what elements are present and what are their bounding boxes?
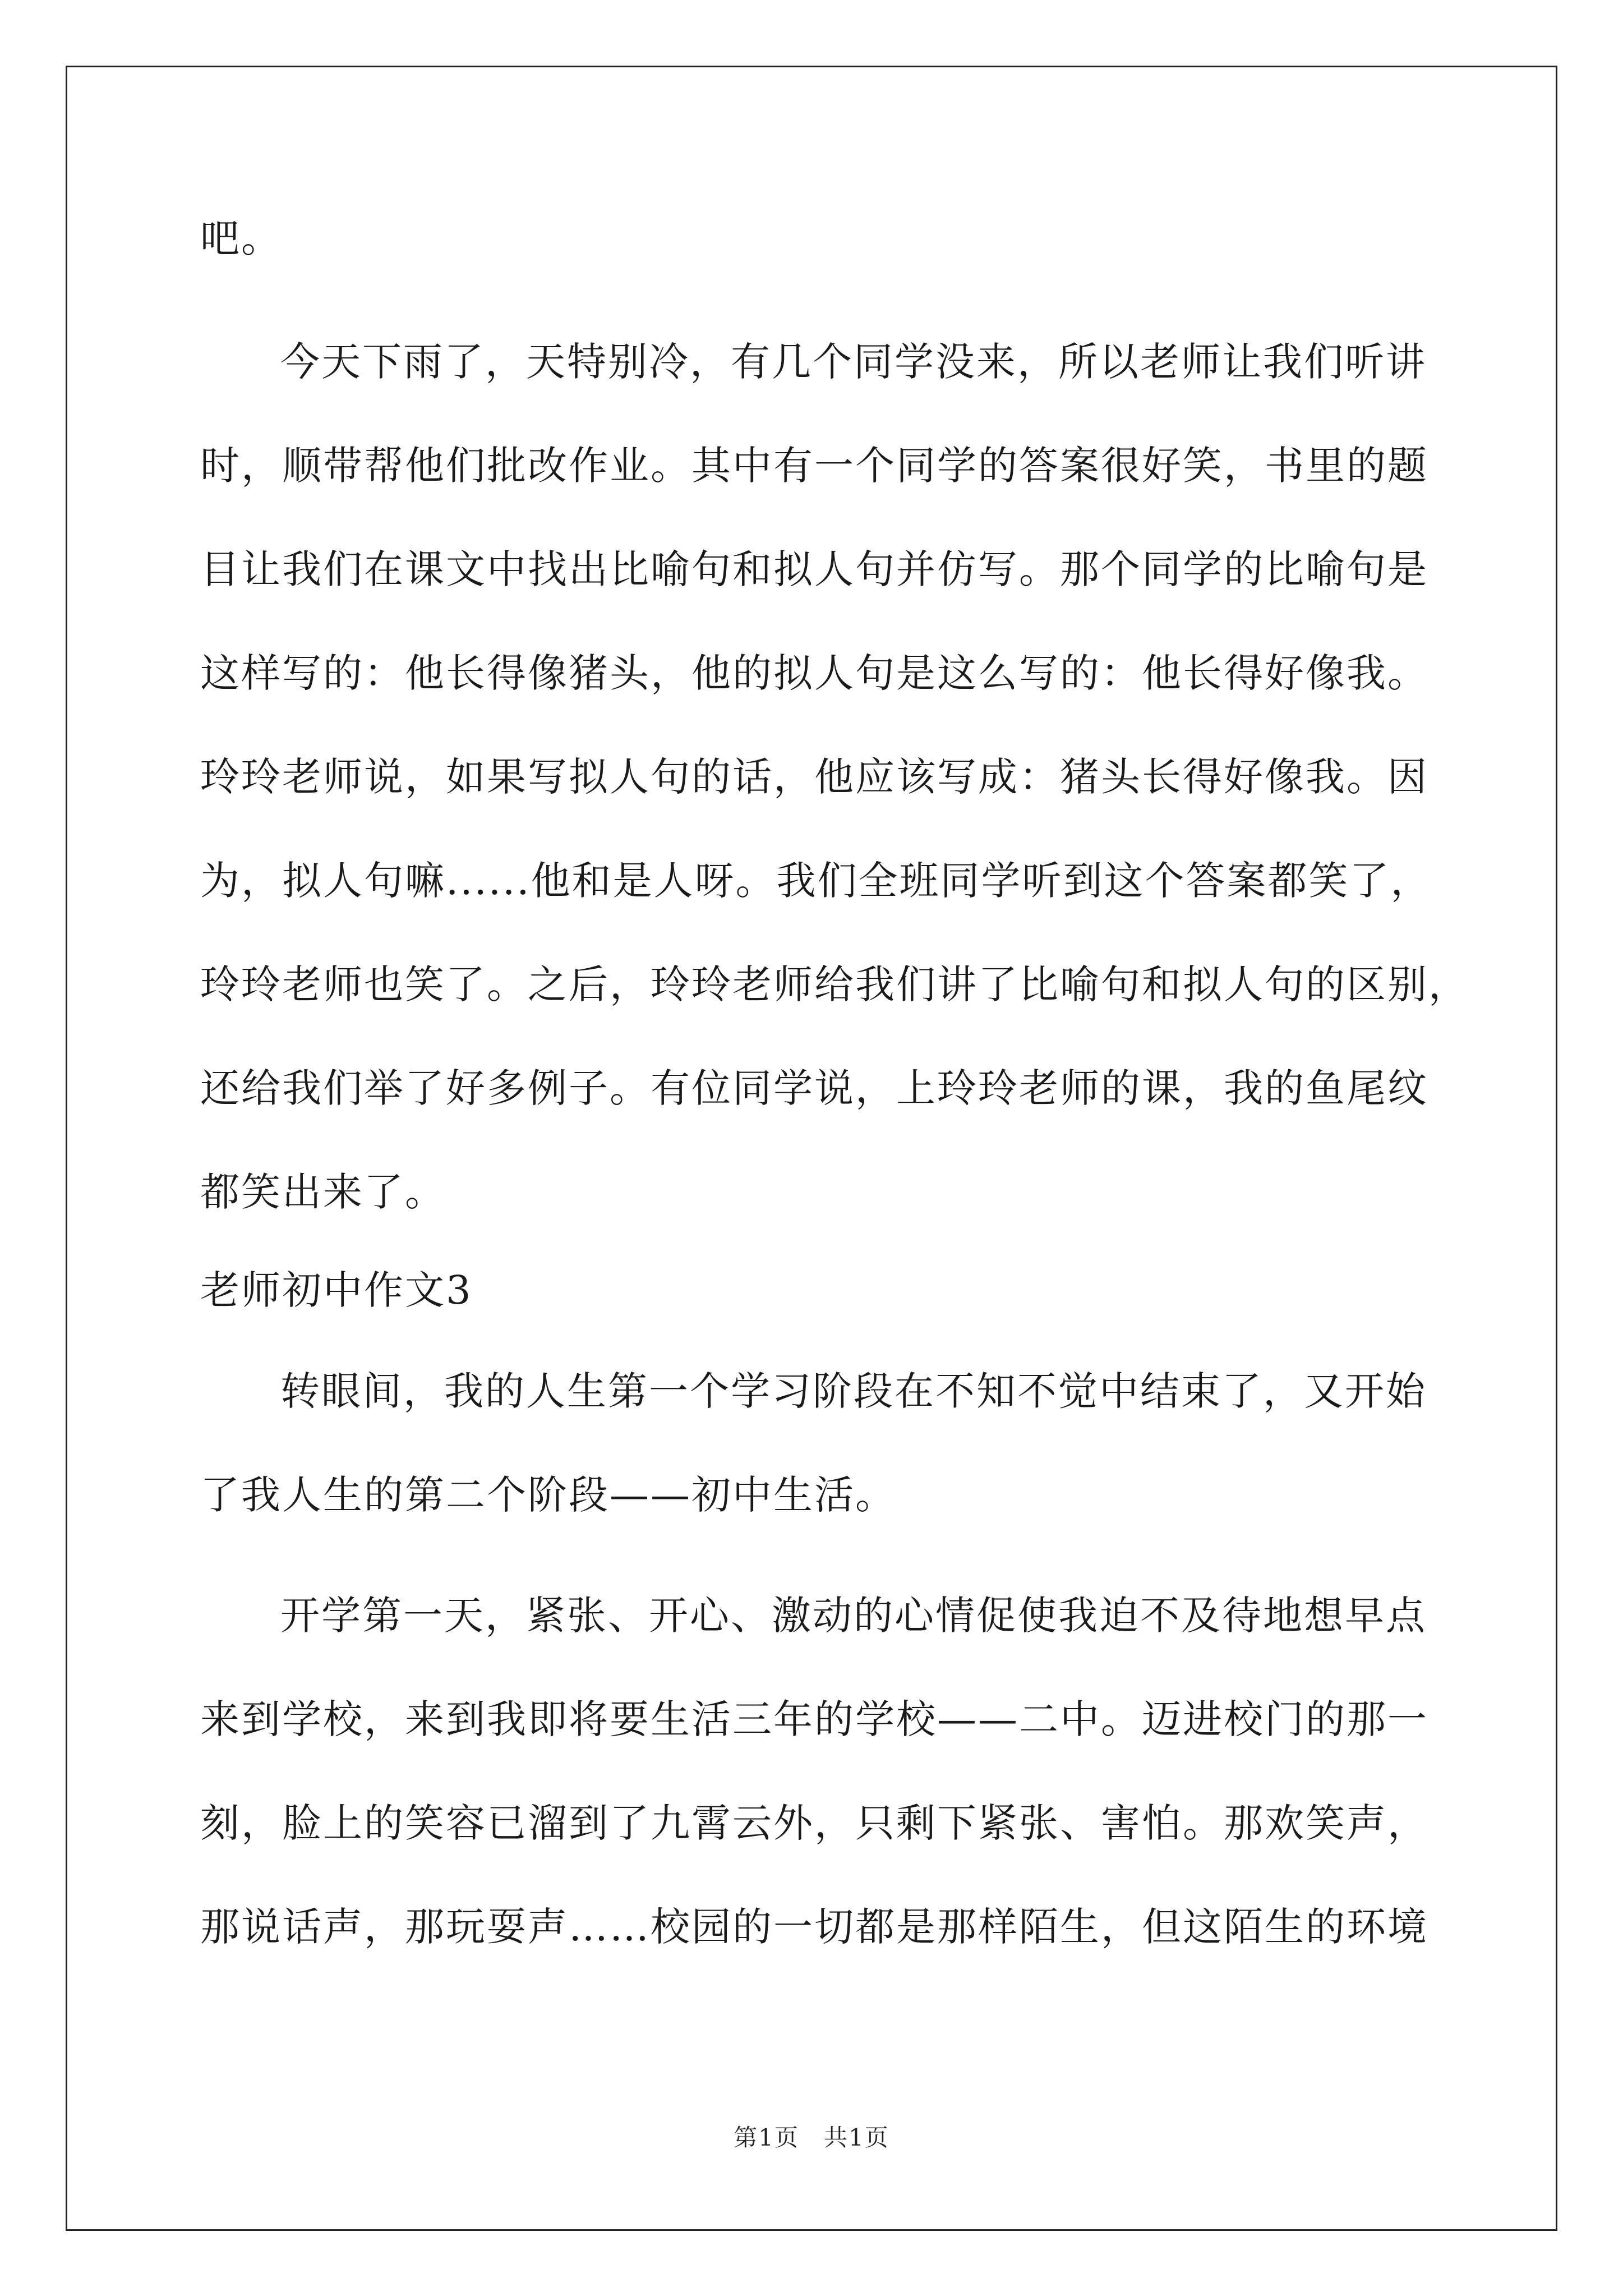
text-line: 玲玲老师也笑了。之后，玲玲老师给我们讲了比喻句和拟人句的区别，	[200, 961, 1469, 1007]
text-line: 为，拟人句嘛......他和是人呀。我们全班同学听到这个答案都笑了，	[200, 858, 1432, 904]
text-line: 今天下雨了，天特别冷，有几个同学没来，所以老师让我们听讲	[280, 339, 1427, 385]
page-number-footer: 第1页 共1页	[734, 2124, 889, 2151]
text-line: 时，顺带帮他们批改作业。其中有一个同学的答案很好笑，书里的题	[200, 443, 1428, 489]
text-line: 开学第一天，紧张、开心、激动的心情促使我迫不及待地想早点	[280, 1593, 1427, 1639]
text-line: 这样写的：他长得像猪头，他的拟人句是这么写的：他长得好像我。	[200, 650, 1428, 696]
text-line: 了我人生的第二个阶段——初中生活。	[200, 1472, 896, 1518]
text-line: 都笑出来了。	[200, 1169, 446, 1215]
text-line: 吧。	[200, 215, 282, 261]
section-heading: 老师初中作文3	[200, 1267, 473, 1313]
text-line: 目让我们在课文中找出比喻句和拟人句并仿写。那个同学的比喻句是	[200, 546, 1428, 592]
text-line: 玲玲老师说，如果写拟人句的话，他应该写成：猪头长得好像我。因	[200, 754, 1428, 800]
text-line: 转眼间，我的人生第一个学习阶段在不知不觉中结束了，又开始	[280, 1368, 1427, 1414]
text-line: 来到学校，来到我即将要生活三年的学校——二中。迈进校门的那一	[200, 1696, 1428, 1742]
text-line: 还给我们举了好多例子。有位同学说，上玲玲老师的课，我的鱼尾纹	[200, 1065, 1428, 1111]
text-line: 那说话声，那玩耍声……校园的一切都是那样陌生，但这陌生的环境	[200, 1904, 1428, 1950]
text-line: 刻，脸上的笑容已溜到了九霄云外，只剩下紧张、害怕。那欢笑声，	[200, 1800, 1428, 1846]
